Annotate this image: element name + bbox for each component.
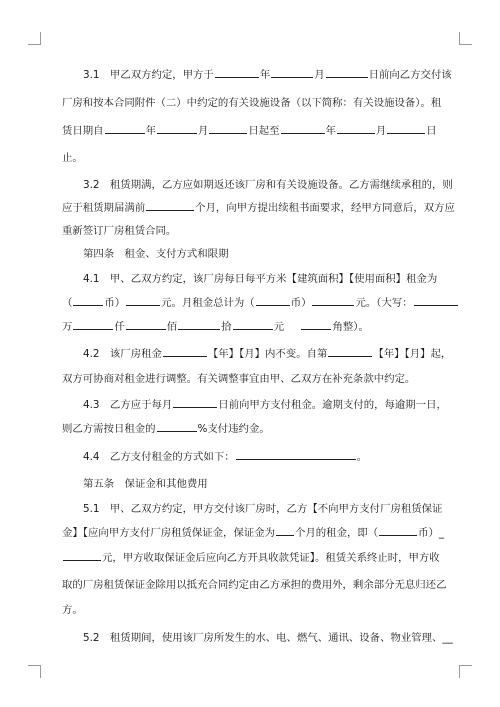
- crop-mark-bottom-right: [459, 665, 472, 678]
- clause-3-1-line-4: 止。: [62, 152, 83, 164]
- blank: [301, 318, 331, 330]
- blank: [337, 122, 375, 134]
- blank: [326, 66, 368, 78]
- blank: [126, 294, 160, 306]
- blank: [215, 66, 259, 78]
- blank: [157, 420, 197, 432]
- crop-mark-top-left: [28, 32, 41, 45]
- clause-3-2-line-3: 重新签订厂房租赁合同。: [62, 225, 177, 237]
- blank: [209, 122, 247, 134]
- clause-5-1-line-1: 5.1 甲、乙双方约定，甲方交付该厂房时，乙方【不向甲方支付厂房租赁保证: [83, 503, 443, 515]
- blank: [73, 294, 103, 306]
- blank: [281, 122, 325, 134]
- clause-4-3-line-2: 则乙方需按日租金的 %支付违约金。: [62, 420, 446, 438]
- clause-4-2-line-2: 双方可协商对租金进行调整。有关调整事宜由甲、乙双方在补充条款中约定。: [62, 373, 416, 385]
- blank: [379, 524, 417, 536]
- clause-4-3-line-1: 4.3 乙方应于每月 日前向甲方支付租金。逾期支付的，每逾期一日，: [83, 396, 446, 414]
- clause-5-1-line-5: 方。: [62, 604, 83, 616]
- clause-4-1-line-1: 4.1 甲、乙双方约定，该厂房每日每平方米【建筑面积】【使用面积】租金为: [83, 273, 438, 285]
- blank: [146, 199, 194, 211]
- blank: [105, 122, 145, 134]
- clause-4-2-line-1: 4.2 该厂房租金 【年】【月】内不变。自第 【年】【月】起，: [83, 345, 446, 363]
- clause-5-2-line-1: 5.2 租赁期间，使用该厂房所发生的水、电、燃气、通讯、设备、物业管理、__: [83, 632, 453, 644]
- article-5-title: 第五条 保证金和其他费用: [83, 478, 208, 490]
- blank: [276, 524, 294, 536]
- blank: [173, 396, 217, 408]
- blank: [126, 318, 166, 330]
- clause-4-4-line-1: 4.4 乙方支付租金的方式如下： 。: [83, 448, 446, 466]
- blank: [233, 318, 273, 330]
- blank: [163, 345, 207, 357]
- clause-4-1-line-3: 万 仟 佰 拾 元 角整）。: [62, 318, 446, 336]
- blank: [178, 318, 220, 330]
- blank: [312, 294, 354, 306]
- blank: [328, 345, 372, 357]
- clause-3-1-line-1: 3.1 甲乙双方约定，甲方于 年 月 日前向乙方交付该: [83, 66, 446, 84]
- blank: [157, 122, 197, 134]
- clause-3-2-line-1: 3.2 租赁期满，乙方应如期返还该厂房和有关设施设备。乙方需继续承租的，则: [83, 179, 453, 191]
- clause-5-1-line-4: 取的厂房租赁保证金除用以抵充合同约定由乙方承担的费用外，剩余部分无息归还乙: [62, 579, 447, 591]
- clause-3-1-line-3: 赁日期自 年 月 日起至 年 月 日: [62, 122, 446, 140]
- clause-5-1-line-3: 元，甲方收取保证金后应向乙方开具收款凭证】。租赁关系终止时，甲方收: [62, 549, 446, 567]
- blank: [63, 549, 101, 561]
- clause-3-2-line-2: 应于租赁期届满前 个月，向甲方提出续租书面要求，经甲方同意后，双方应: [62, 199, 446, 217]
- blank: [271, 66, 313, 78]
- blank: [236, 448, 356, 460]
- article-4-title: 第四条 租金、支付方式和限期: [83, 248, 229, 260]
- blank: [387, 122, 425, 134]
- crop-mark-bottom-left: [28, 665, 41, 678]
- clause-5-1-line-2: 金】【应向甲方支付厂房租赁保证金，保证金为 个月的租金，即（ 币）_: [62, 524, 446, 542]
- clause-4-1-line-2: （ 币） 元。月租金总计为（ 币） 元。（大写：: [62, 294, 446, 312]
- blank: [256, 294, 290, 306]
- blank: [73, 318, 113, 330]
- blank: [414, 294, 458, 306]
- crop-mark-top-right: [459, 32, 472, 45]
- clause-3-1-line-2: 厂房和按本合同附件（二）中约定的有关设施设备（以下简称：有关设施设备）。租: [62, 97, 442, 109]
